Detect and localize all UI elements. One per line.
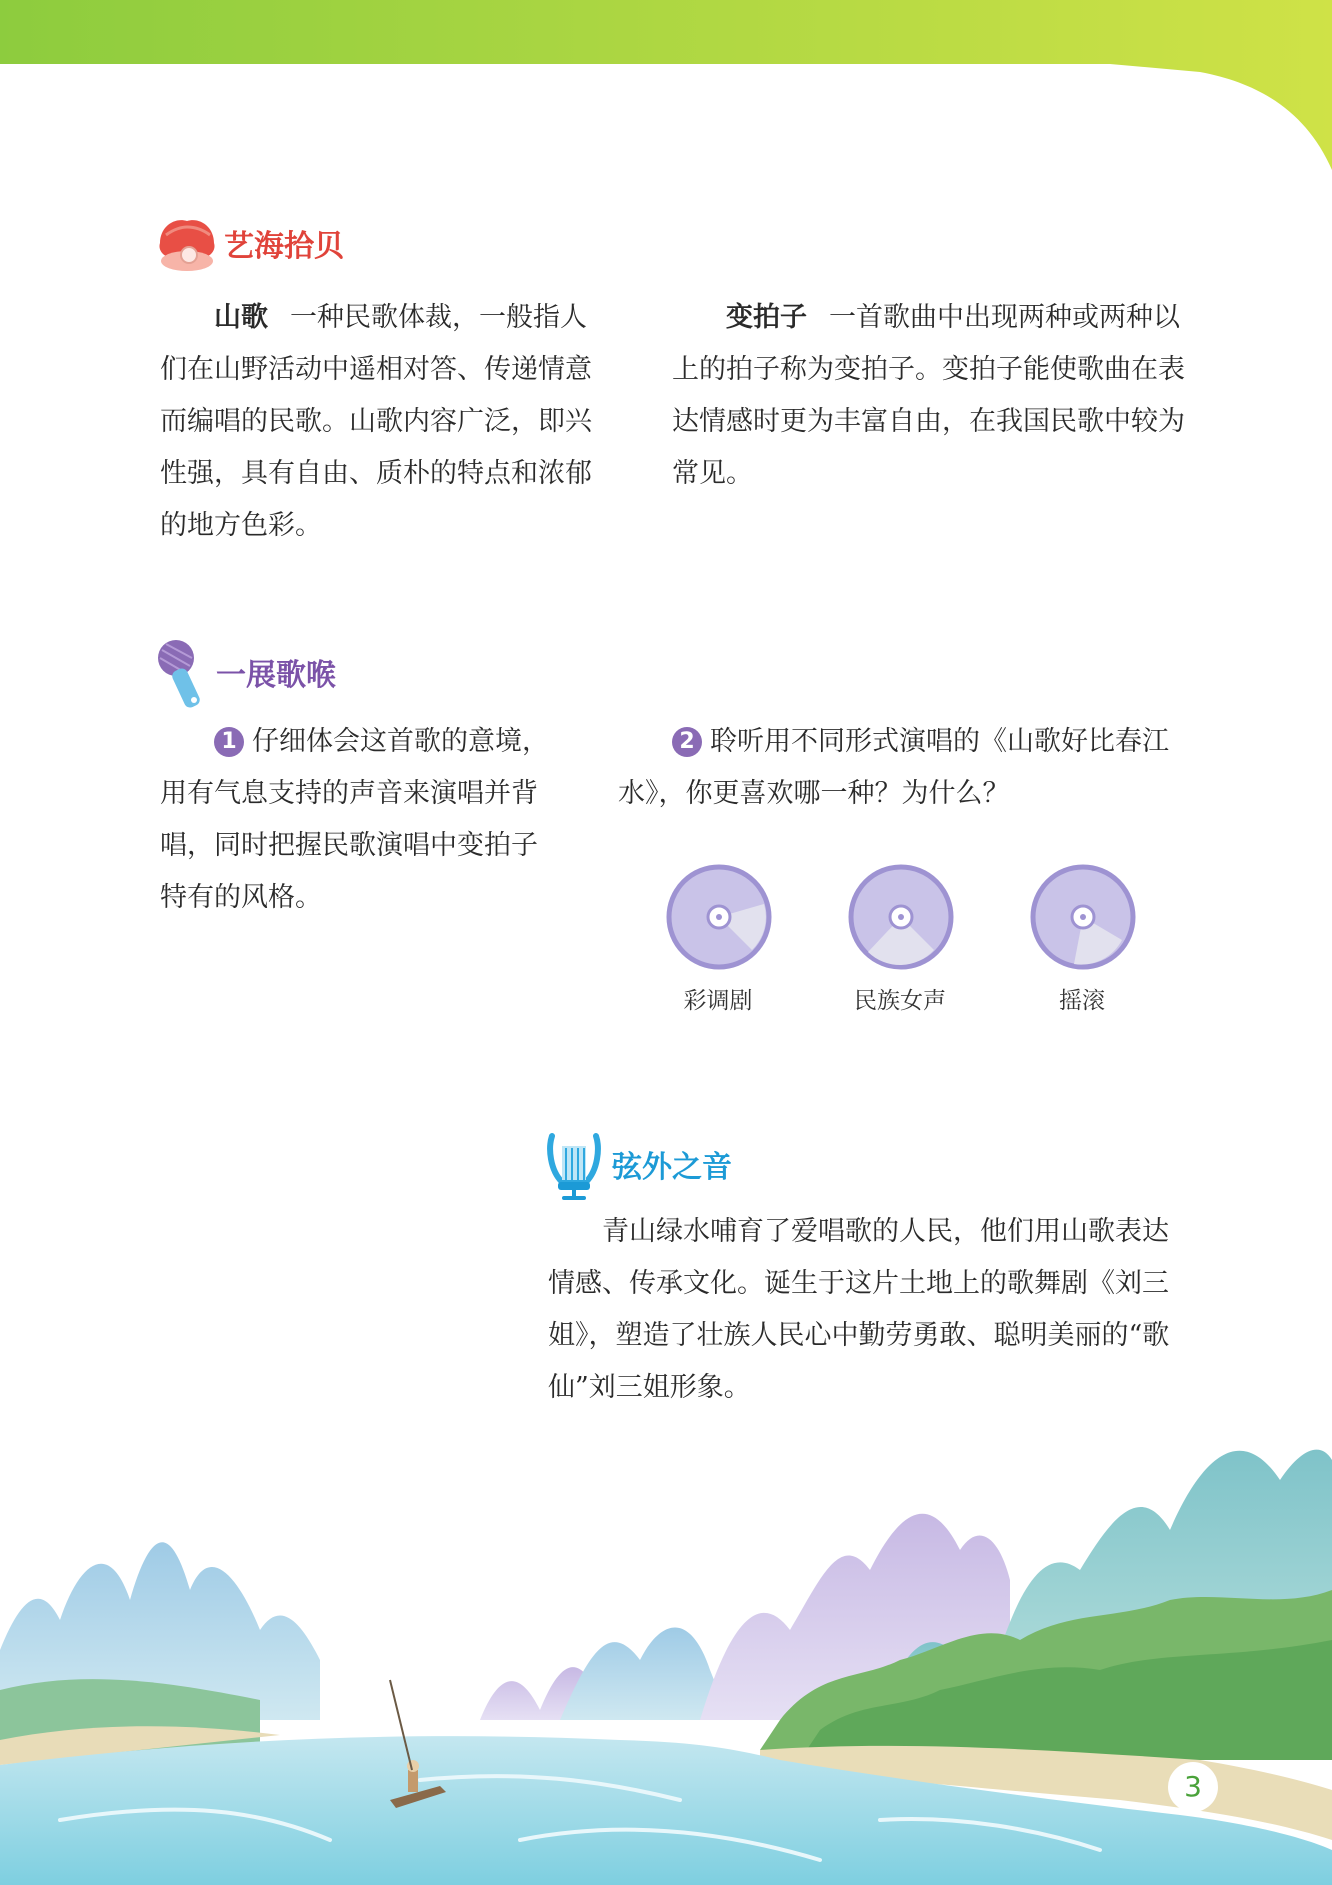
question-number-1-icon: 1 [214,727,244,757]
yihai-left-paragraph [160,292,600,552]
shange-definition: 一种民歌体裁，一般指人们在山野活动中遥相对答、传递情意而编唱的民歌。山歌内容广泛，即兴性强，具有自由、质朴的特点和浓郁的地方色彩。 [160,302,592,541]
lyre-icon [544,1130,604,1202]
yizhan-header [152,638,412,712]
bianpaizi-definition: 一首歌曲中出现两种或两种以上的拍子称为变拍子。变拍子能使歌曲在表达情感时更为丰富自由，在我国民歌中较为常见。 [672,302,1185,489]
shell-pearl-icon [154,215,220,279]
question-2-text: 聆听用不同形式演唱的《山歌好比春江水》，你更喜欢哪一种？为什么？ [618,726,1169,809]
term-shange: 山歌 [214,302,268,333]
karst-landscape-illustration [0,1420,1332,1885]
xianwai-header [544,1130,804,1202]
question-1-text: 仔细体会这首歌的意境，用有气息支持的声音来演唱并背唱，同时把握民歌演唱中变拍子特有的风格。 [160,726,549,913]
yizhan-title: 一展歌喉 [216,658,336,693]
yihai-title: 艺海拾贝 [224,229,344,264]
question-number-2-icon: 2 [672,727,702,757]
term-bianpaizi: 变拍子 [726,302,807,333]
xianwai-paragraph [548,1206,1188,1414]
disc-option-minzunvsheng[interactable] [820,864,980,1024]
xianwai-title: 弦外之音 [612,1150,732,1185]
yihai-right-paragraph [672,292,1188,500]
disc-option-caidiaoju[interactable] [638,864,798,1024]
top-decoration-band [0,0,1332,190]
cd-disc-icon [1030,864,1136,970]
disc-option-yaogun[interactable] [1002,864,1162,1024]
yizhan-question-2 [618,716,1188,820]
disc-caption: 彩调剧 [683,988,753,1014]
cd-disc-icon [848,864,954,970]
yihai-header [152,215,412,285]
microphone-icon [152,638,218,712]
disc-caption: 摇滚 [1059,988,1105,1014]
page-number: 3 [1168,1762,1218,1812]
disc-caption: 民族女声 [854,988,946,1014]
xianwai-text: 青山绿水哺育了爱唱歌的人民，他们用山歌表达情感、传承文化。诞生于这片土地上的歌舞剧《刘三姐》，塑造了壮族人民心中勤劳勇敢、聪明美丽的“歌仙”刘三姐形象。 [548,1216,1170,1403]
cd-disc-icon [666,864,772,970]
yizhan-question-1 [160,716,560,924]
